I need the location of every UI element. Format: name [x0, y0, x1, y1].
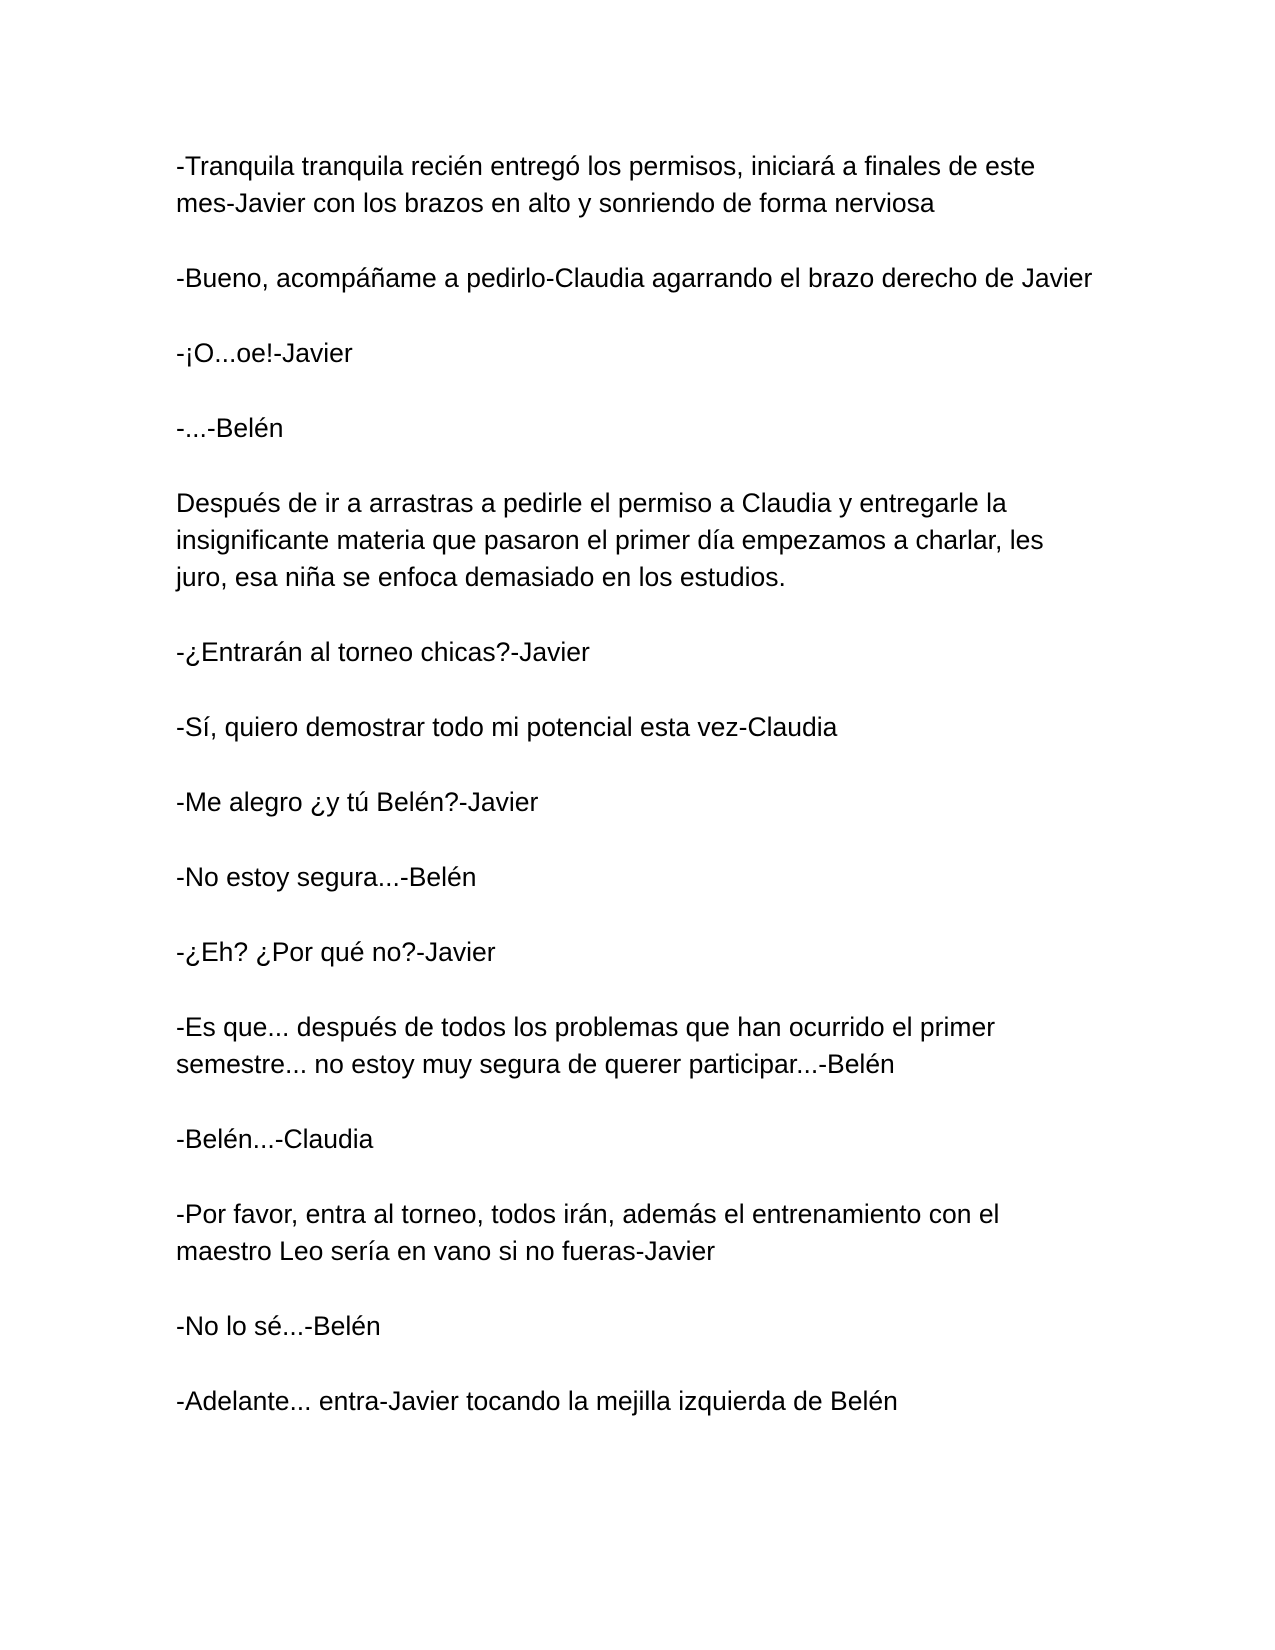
- paragraph-3: -¡O...oe!-Javier: [176, 338, 353, 368]
- paragraph-1: -Tranquila tranquila recién entregó los permisos, iniciará a finales de este mes-Javier con los brazos en alto y sonriendo de forma nerviosa: [176, 151, 1036, 218]
- paragraph-13: -Por favor, entra al torneo, todos irán, además el entrenamiento con el maestro Leo sería en vano si no fueras-Javier: [176, 1199, 1000, 1266]
- paragraph-2: -Bueno, acompáñame a pedirlo-Claudia agarrando el brazo derecho de Javier: [176, 263, 1093, 293]
- paragraph-8: -Me alegro ¿y tú Belén?-Javier: [176, 787, 539, 817]
- paragraph-15: -Adelante... entra-Javier tocando la mejilla izquierda de Belén: [176, 1386, 898, 1416]
- paragraph-9: -No estoy segura...-Belén: [176, 862, 477, 892]
- paragraph-6: -¿Entrarán al torneo chicas?-Javier: [176, 637, 590, 667]
- paragraph-10: -¿Eh? ¿Por qué no?-Javier: [176, 937, 496, 967]
- paragraph-14: -No lo sé...-Belén: [176, 1311, 381, 1341]
- document-body: [176, 148, 1096, 1458]
- paragraph-4: -...-Belén: [176, 413, 284, 443]
- paragraph-5: Después de ir a arrastras a pedirle el permiso a Claudia y entregarle la insignificante materia que pasaron el primer día empezamos a charlar, les juro, esa niña se enfoca demasiado en los estudios.: [176, 488, 1044, 592]
- paragraph-12: -Belén...-Claudia: [176, 1124, 374, 1154]
- paragraph-11: -Es que... después de todos los problemas que han ocurrido el primer semestre... no estoy muy segura de querer participar...-Belén: [176, 1012, 996, 1079]
- paragraph-7: -Sí, quiero demostrar todo mi potencial esta vez-Claudia: [176, 712, 838, 742]
